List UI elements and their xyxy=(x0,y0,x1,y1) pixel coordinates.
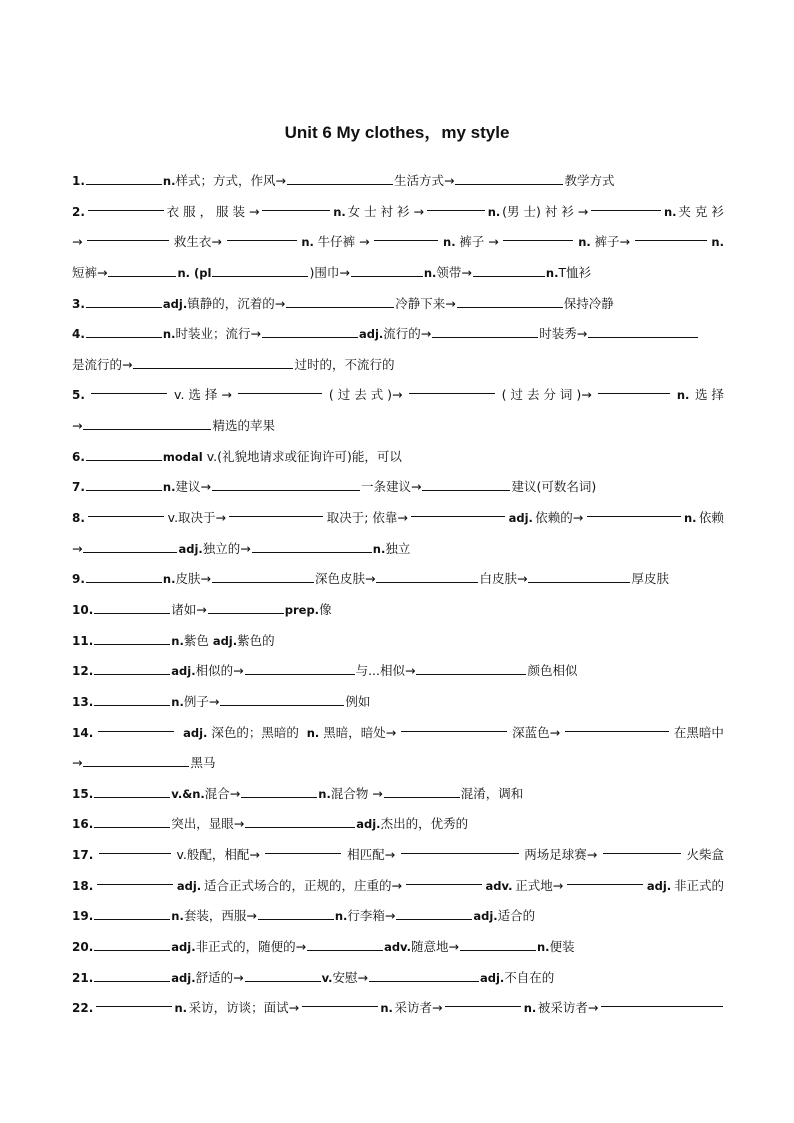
part-of-speech: adj. xyxy=(358,327,384,342)
item-number: 12. xyxy=(72,664,94,679)
definition-text: 在黑暗中 xyxy=(673,724,724,740)
answer-blank[interactable] xyxy=(94,968,170,982)
answer-blank[interactable] xyxy=(83,539,177,553)
answer-blank[interactable] xyxy=(528,569,630,583)
part-of-speech: n. xyxy=(301,235,314,250)
definition-text: 样式；方式，作风→ xyxy=(175,173,286,188)
definition-text: 依赖 xyxy=(698,510,724,526)
exercise-line xyxy=(72,472,724,503)
answer-blank[interactable] xyxy=(86,477,162,491)
part-of-speech: n. xyxy=(523,1001,537,1016)
definition-text: 是流行的→ xyxy=(72,356,133,372)
part-of-speech: modal xyxy=(162,449,203,464)
answer-blank[interactable] xyxy=(212,569,314,583)
answer-blank[interactable] xyxy=(99,840,171,854)
definition-text: 相似的→ xyxy=(195,663,244,679)
answer-blank[interactable] xyxy=(376,569,478,583)
answer-blank[interactable] xyxy=(286,294,394,308)
part-of-speech: adj. xyxy=(646,878,672,893)
answer-blank[interactable] xyxy=(567,871,643,885)
definition-text: 与...相似→ xyxy=(355,663,416,679)
exercise-line xyxy=(72,503,724,534)
answer-blank[interactable] xyxy=(88,503,164,517)
definition-text: 救生衣→ xyxy=(173,234,222,250)
definition-text: → xyxy=(72,234,83,250)
answer-blank[interactable] xyxy=(406,871,482,885)
definition-text: 火柴盒 xyxy=(686,847,724,863)
definition-text: ( 过 去 式 )→ xyxy=(328,387,403,403)
exercise-line xyxy=(72,319,724,350)
definition-text: 黑暗，暗处→ xyxy=(323,724,397,740)
definition-text: 教学方式 xyxy=(564,173,615,188)
answer-blank[interactable] xyxy=(212,477,360,491)
part-of-speech: n. xyxy=(711,235,724,250)
answer-blank[interactable] xyxy=(416,661,526,675)
definition-text: 衣 服 ， 服 装 → xyxy=(166,203,260,219)
part-of-speech: n. xyxy=(380,1001,393,1016)
definition-text: 例如 xyxy=(345,693,371,709)
part-of-speech: adj. xyxy=(179,725,208,740)
answer-blank[interactable] xyxy=(86,294,162,308)
definition-text: 混合物 → xyxy=(330,785,383,801)
part-of-speech: n. xyxy=(578,235,591,250)
answer-blank[interactable] xyxy=(455,171,563,185)
definition-text: 突出，显眼→ xyxy=(171,816,245,832)
definition-text: 例子→ xyxy=(183,693,220,709)
answer-blank[interactable] xyxy=(262,324,358,338)
definition-text: 深色皮肤→ xyxy=(314,571,376,587)
definition-text: → xyxy=(72,418,83,434)
exercise-line xyxy=(72,380,724,411)
answer-blank[interactable] xyxy=(212,263,308,277)
answer-blank[interactable] xyxy=(262,197,330,211)
definition-text: 黑马 xyxy=(190,755,216,771)
item-number: 4. xyxy=(72,327,85,342)
answer-blank[interactable] xyxy=(351,263,423,277)
answer-blank[interactable] xyxy=(229,503,323,517)
answer-blank[interactable] xyxy=(401,718,507,732)
part-of-speech: n. xyxy=(171,909,184,924)
answer-blank[interactable] xyxy=(94,631,170,645)
exercise-line xyxy=(72,534,724,565)
definition-text: 领带→ xyxy=(436,264,472,280)
definition-text: 被采访者→ xyxy=(537,1000,599,1016)
answer-blank[interactable] xyxy=(601,993,723,1007)
answer-blank[interactable] xyxy=(86,569,162,583)
definition-text: 独立 xyxy=(385,540,411,556)
part-of-speech: n. xyxy=(333,204,346,219)
exercise-line xyxy=(72,932,724,963)
answer-blank[interactable] xyxy=(245,661,355,675)
definition-text: 套装，西服→ xyxy=(183,908,257,924)
part-of-speech: n. xyxy=(372,541,386,556)
part-of-speech: n. xyxy=(536,940,550,955)
part-of-speech: n. xyxy=(171,694,184,709)
definition-text: 牛仔裤 → xyxy=(317,234,370,250)
answer-blank[interactable] xyxy=(208,600,284,614)
part-of-speech: adj. xyxy=(356,817,381,832)
definition-text: 正式地→ xyxy=(515,877,564,893)
exercise-line xyxy=(72,595,724,626)
part-of-speech: adj. xyxy=(171,940,196,955)
definition-text: 紫色 xyxy=(183,632,213,648)
item-number: 14. xyxy=(72,725,94,740)
definition-text: 混合→ xyxy=(204,785,241,801)
exercise-line xyxy=(72,411,724,442)
exercise-line xyxy=(72,963,724,994)
part-of-speech: n. xyxy=(162,572,176,587)
item-number: 2. xyxy=(72,204,85,219)
exercise-line xyxy=(72,901,724,932)
answer-blank[interactable] xyxy=(88,197,164,211)
part-of-speech: v. xyxy=(321,970,333,985)
answer-blank[interactable] xyxy=(83,753,189,767)
exercise-line xyxy=(72,779,724,810)
answer-blank[interactable] xyxy=(598,380,670,394)
definition-text: 诸如→ xyxy=(171,601,207,617)
exercise-line xyxy=(72,564,724,595)
answer-blank[interactable] xyxy=(473,263,545,277)
definition-text: 安慰→ xyxy=(332,969,368,985)
answer-blank[interactable] xyxy=(94,692,170,706)
item-number: 20. xyxy=(72,940,94,955)
definition-text: 行李箱→ xyxy=(347,908,396,924)
answer-blank[interactable] xyxy=(98,718,174,732)
item-number: 3. xyxy=(72,296,85,311)
item-number: 7. xyxy=(72,480,85,495)
answer-blank[interactable] xyxy=(565,718,669,732)
definition-text: 适合正式场合的，正规的，庄重的→ xyxy=(203,877,402,893)
exercise-line xyxy=(72,748,724,779)
item-number: 18. xyxy=(72,878,94,893)
answer-blank[interactable] xyxy=(252,539,372,553)
definition-text: 深蓝色→ xyxy=(512,724,561,740)
definition-text: 裤子→ xyxy=(594,234,630,250)
answer-blank[interactable] xyxy=(460,937,536,951)
definition-text: 相匹配→ xyxy=(347,847,396,863)
definition-text: 女 士 衬 衫 → xyxy=(347,203,424,219)
item-number: 17. xyxy=(72,848,94,863)
answer-blank[interactable] xyxy=(384,784,460,798)
part-of-speech: n. xyxy=(162,480,176,495)
definition-text: T恤衫 xyxy=(558,264,592,280)
part-of-speech: n. (pl xyxy=(177,265,212,280)
item-number: 16. xyxy=(72,817,94,832)
page-title: Unit 6 My clothes，my style xyxy=(284,123,510,142)
part-of-speech: n. xyxy=(318,786,331,801)
item-number: 13. xyxy=(72,694,94,709)
exercise-line xyxy=(72,442,724,473)
part-of-speech: adj. xyxy=(176,878,202,893)
answer-blank[interactable] xyxy=(409,380,495,394)
definition-text: v.(礼貌地请求或征询许可)能，可以 xyxy=(202,448,402,464)
exercise-line xyxy=(72,626,724,657)
definition-text: 裤子 → xyxy=(459,234,499,250)
answer-blank[interactable] xyxy=(265,840,341,854)
definition-text: 镇静的，沉着的→ xyxy=(187,295,286,311)
answer-blank[interactable] xyxy=(245,968,321,982)
definition-text: 混淆，调和 xyxy=(460,785,524,801)
item-number: 6. xyxy=(72,449,85,464)
answer-blank[interactable] xyxy=(427,197,485,211)
answer-blank[interactable] xyxy=(227,227,297,241)
part-of-speech: adj. xyxy=(508,511,533,526)
answer-blank[interactable] xyxy=(87,227,169,241)
answer-blank[interactable] xyxy=(220,692,344,706)
answer-blank[interactable] xyxy=(108,263,176,277)
definition-text: 便装 xyxy=(549,939,575,955)
answer-blank[interactable] xyxy=(635,227,707,241)
item-number: 8. xyxy=(72,511,85,526)
definition-text: ( 过 去 分 词 )→ xyxy=(501,387,592,403)
exercise-line xyxy=(72,258,724,289)
answer-blank[interactable] xyxy=(401,840,519,854)
part-of-speech: adj. xyxy=(212,633,238,648)
item-number: 11. xyxy=(72,633,94,648)
definition-text: (男 士) 衬 衫 → xyxy=(502,203,589,219)
part-of-speech: n. xyxy=(545,265,559,280)
definition-text: 依赖的→ xyxy=(535,510,584,526)
exercise-line xyxy=(72,871,724,902)
answer-blank[interactable] xyxy=(83,416,211,430)
definition-text: 一条建议→ xyxy=(360,479,422,495)
definition-text: 过时的，不流行的 xyxy=(294,356,395,372)
definition-text: 采访者→ xyxy=(394,1000,443,1016)
vocabulary-exercise-list xyxy=(72,166,724,1024)
definition-text: 厚皮肤 xyxy=(631,571,669,587)
item-number: 21. xyxy=(72,970,94,985)
answer-blank[interactable] xyxy=(86,171,162,185)
definition-text: 非正式的，随便的→ xyxy=(195,939,307,955)
exercise-line xyxy=(72,687,724,718)
answer-blank[interactable] xyxy=(445,993,521,1007)
answer-blank[interactable] xyxy=(411,503,505,517)
definition-text: 随意地→ xyxy=(410,939,459,955)
part-of-speech: adv. xyxy=(384,940,411,955)
definition-text: 独立的→ xyxy=(202,540,251,556)
answer-blank[interactable] xyxy=(97,871,173,885)
answer-blank[interactable] xyxy=(374,227,438,241)
exercise-line xyxy=(72,656,724,687)
answer-blank[interactable] xyxy=(422,477,510,491)
definition-text: 白皮肤→ xyxy=(479,571,528,587)
answer-blank[interactable] xyxy=(591,197,661,211)
definition-text: 非正式的 xyxy=(673,877,724,893)
part-of-speech: n. xyxy=(171,633,184,648)
answer-blank[interactable] xyxy=(94,937,170,951)
part-of-speech: v.&n. xyxy=(171,786,205,801)
part-of-speech: n. xyxy=(334,909,348,924)
answer-blank[interactable] xyxy=(94,784,170,798)
item-number: 15. xyxy=(72,786,94,801)
answer-blank[interactable] xyxy=(603,840,681,854)
definition-text: 杰出的，优秀的 xyxy=(380,816,469,832)
answer-blank[interactable] xyxy=(307,937,383,951)
definition-text: 生活方式→ xyxy=(393,173,455,188)
exercise-line xyxy=(72,166,724,197)
definition-text: → xyxy=(72,755,83,771)
definition-text: 颜色相似 xyxy=(527,663,578,679)
part-of-speech: n. xyxy=(676,388,690,403)
item-number: 9. xyxy=(72,572,85,587)
definition-text: 建议→ xyxy=(175,479,211,495)
part-of-speech: adj. xyxy=(479,970,505,985)
answer-blank[interactable] xyxy=(94,906,170,920)
exercise-line xyxy=(72,227,724,258)
part-of-speech: n. xyxy=(162,327,176,342)
answer-blank[interactable] xyxy=(457,294,563,308)
exercise-line xyxy=(72,197,724,228)
definition-text: )围巾→ xyxy=(309,264,350,280)
definition-text: 不自在的 xyxy=(504,969,555,985)
definition-text: 像 xyxy=(319,601,332,617)
definition-text: 保持冷静 xyxy=(563,295,614,311)
answer-blank[interactable] xyxy=(133,355,293,369)
answer-blank[interactable] xyxy=(86,324,162,338)
part-of-speech: n. xyxy=(162,174,176,188)
exercise-line xyxy=(72,718,724,749)
part-of-speech: adj. xyxy=(171,970,196,985)
exercise-line xyxy=(72,809,724,840)
answer-blank[interactable] xyxy=(94,814,170,828)
definition-text: 采访，访谈；面试→ xyxy=(188,1000,300,1016)
exercise-line xyxy=(72,993,724,1024)
answer-blank[interactable] xyxy=(238,380,322,394)
definition-text: v.般配，相配→ xyxy=(176,847,260,863)
part-of-speech: n. xyxy=(443,235,456,250)
item-number: 5. xyxy=(72,388,85,403)
definition-text: 短裤→ xyxy=(72,264,108,280)
part-of-speech: adj. xyxy=(171,664,196,679)
exercise-line xyxy=(72,840,724,871)
answer-blank[interactable] xyxy=(396,906,472,920)
definition-text: 舒适的→ xyxy=(195,969,244,985)
part-of-speech: n. xyxy=(684,511,697,526)
part-of-speech: prep. xyxy=(284,602,320,617)
definition-text: v. 选 择 → xyxy=(174,387,232,403)
definition-text: 夹 克 衫 xyxy=(678,203,724,219)
answer-blank[interactable] xyxy=(369,968,479,982)
answer-blank[interactable] xyxy=(245,814,355,828)
answer-blank[interactable] xyxy=(241,784,317,798)
part-of-speech: n. xyxy=(487,204,501,219)
exercise-line xyxy=(72,350,724,381)
definition-text: 时装秀→ xyxy=(539,326,588,342)
answer-blank[interactable] xyxy=(94,661,170,675)
part-of-speech: n. xyxy=(306,725,320,740)
item-number: 10. xyxy=(72,602,94,617)
item-number: 19. xyxy=(72,909,94,924)
definition-text: → xyxy=(72,540,83,556)
item-number: 1. xyxy=(72,174,85,188)
answer-blank[interactable] xyxy=(96,993,172,1007)
answer-blank[interactable] xyxy=(287,171,393,185)
answer-blank[interactable] xyxy=(91,380,167,394)
definition-text: 时装业；流行→ xyxy=(175,326,261,342)
definition-text: 建议(可数名词) xyxy=(511,479,597,495)
definition-text: 冷静下来→ xyxy=(395,295,456,311)
answer-blank[interactable] xyxy=(302,993,378,1007)
part-of-speech: adj. xyxy=(178,541,203,556)
part-of-speech: adv. xyxy=(485,878,513,893)
definition-text: 两场足球赛→ xyxy=(524,847,598,863)
definition-text: 精选的苹果 xyxy=(212,418,275,434)
answer-blank[interactable] xyxy=(432,324,538,338)
definition-text: 皮肤→ xyxy=(175,571,211,587)
answer-blank[interactable] xyxy=(588,324,698,338)
answer-blank[interactable] xyxy=(503,227,573,241)
part-of-speech: n. xyxy=(174,1001,188,1016)
answer-blank[interactable] xyxy=(587,503,681,517)
exercise-line xyxy=(72,289,724,320)
answer-blank[interactable] xyxy=(258,906,334,920)
part-of-speech: n. xyxy=(423,265,437,280)
definition-text: 紫色的 xyxy=(237,632,275,648)
answer-blank[interactable] xyxy=(86,447,162,461)
item-number: 22. xyxy=(72,1001,94,1016)
definition-text: 流行的→ xyxy=(383,326,432,342)
definition-text: v.取决于→ xyxy=(167,510,227,526)
definition-text: 取决于; 依靠→ xyxy=(326,510,408,526)
definition-text: 选 择 xyxy=(694,387,724,403)
answer-blank[interactable] xyxy=(94,600,170,614)
definition-text: 适合的 xyxy=(497,908,536,924)
part-of-speech: adj. xyxy=(162,296,188,311)
definition-text: 深色的；黑暗的 xyxy=(211,724,303,740)
part-of-speech: n. xyxy=(663,204,677,219)
part-of-speech: adj. xyxy=(473,909,498,924)
